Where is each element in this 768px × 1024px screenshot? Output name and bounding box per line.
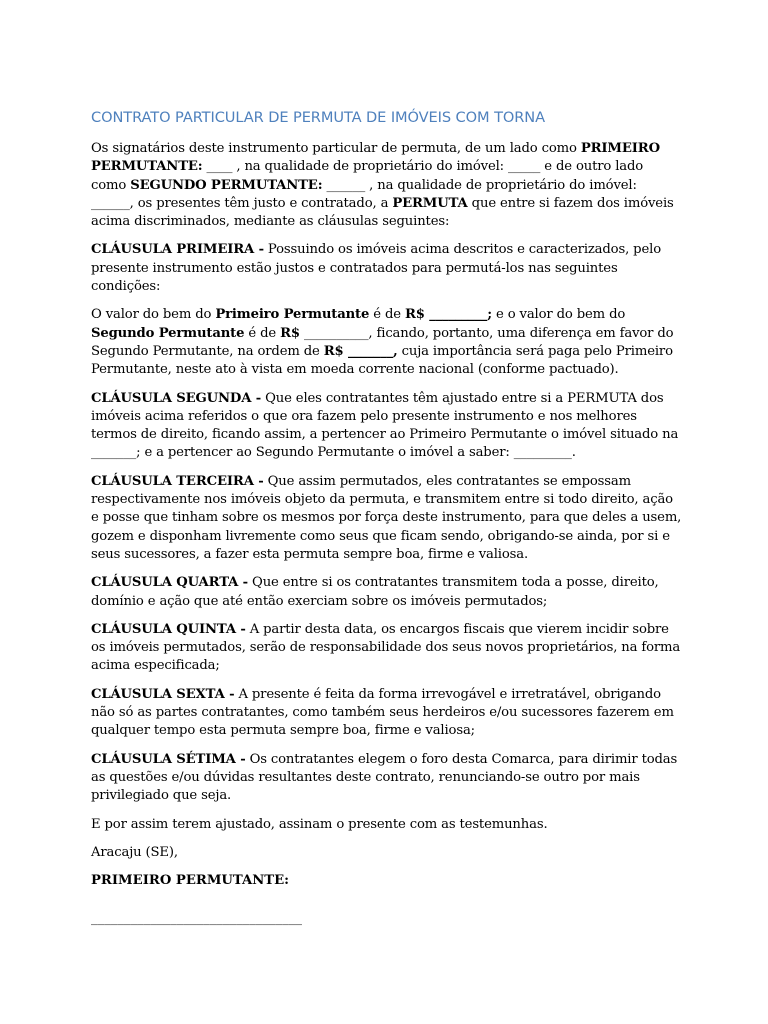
signature-line: ________________________________	[91, 911, 302, 927]
second-party-label: SEGUNDO PERMUTANTE:	[130, 177, 323, 193]
first-party-label: PRIMEIRO PERMUTANTE:	[91, 141, 660, 175]
intro-text-3: ______ , na qualidade de proprietário do imóvel: ______, os presentes têm justo e contratado, a	[91, 177, 637, 211]
clause-second-heading: CLÁUSULA SEGUNDA -	[91, 390, 262, 406]
intro-paragraph	[91, 140, 682, 231]
values-bold-2: R$ _________;	[404, 307, 492, 323]
intro-text-4: que entre si fazem dos imóveis acima discriminados, mediante as cláusulas seguintes:	[91, 195, 674, 230]
clause-first-heading: CLÁUSULA PRIMEIRA -	[91, 242, 264, 258]
clause-third-heading: CLÁUSULA TERCEIRA -	[91, 473, 264, 489]
clause-third	[91, 473, 682, 564]
values-text-2: é de	[369, 307, 405, 323]
clause-seventh-heading: CLÁUSULA SÉTIMA -	[91, 751, 246, 767]
clause-second	[91, 390, 682, 463]
values-text-1: O valor do bem do	[91, 307, 216, 323]
signature-label: PRIMEIRO PERMUTANTE:	[91, 873, 290, 889]
clause-fifth	[91, 621, 682, 676]
clause-third-text: Que assim permutados, eles contratantes se empossam respectivamente nos imóveis objeto da permuta, e transmitem entre si todo direito, ação e posse que tinham sobre os mesmos por força deste instrumento, para que deles a usem, gozem e disponham livremente como seus que ficam sendo, obrigando-se ainda, por si e seus sucessores, a fazer esta permuta sempre boa, firme e valiosa.	[91, 473, 682, 562]
clause-fourth-heading: CLÁUSULA QUARTA -	[91, 575, 248, 591]
document-title: CONTRATO PARTICULAR DE PERMUTA DE IMÓVEIS COM TORNA	[91, 109, 546, 126]
clause-sixth	[91, 686, 682, 741]
place-date: Aracaju (SE),	[91, 844, 178, 860]
clause-first	[91, 241, 682, 296]
clause-second-text: Que eles contratantes têm ajustado entre si a PERMUTA dos imóveis acima referidos o que ora fazem pelo presente instrumento e nos melhores termos de direito, ficando assim, a pertencer ao Primeiro Permutante o imóvel situado na _______; e a pertencer ao Segundo Permutante o imóvel a saber: _________.	[91, 390, 679, 461]
closing-statement: E por assim terem ajustado, assinam o presente com as testemunhas.	[91, 816, 548, 832]
values-paragraph	[91, 306, 682, 379]
permuta-term: PERMUTA	[392, 195, 468, 211]
intro-text-2: ____ , na qualidade de proprietário do imóvel: _____ e de outro lado como	[91, 159, 644, 193]
clause-seventh	[91, 751, 682, 806]
clause-sixth-text: A presente é feita da forma irrevogável e irretratável, obrigando não só as partes contratantes, como também seus herdeiros e/ou sucessores fazerem em qualquer tempo esta permuta sempre boa, firme e valiosa;	[91, 686, 674, 739]
values-bold-3: Segundo Permutante	[91, 325, 245, 341]
clause-fifth-heading: CLÁUSULA QUINTA -	[91, 621, 246, 637]
clause-first-text: Possuindo os imóveis acima descritos e caracterizados, pelo presente instrumento estão justos e contratados para permutá-los nas seguintes condições:	[91, 242, 661, 295]
values-text-5: __________, ficando, portanto, uma diferença em favor do Segundo Permutante, na ordem de	[91, 325, 674, 359]
values-bold-4: R$	[280, 325, 300, 341]
clause-seventh-text: Os contratantes elegem o foro desta Comarca, para dirimir todas as questões e/ou dúvidas resultantes deste contrato, renunciando-se outro por mais privilegiado que seja.	[91, 751, 678, 804]
values-text-3: e o valor do bem do	[491, 307, 626, 323]
values-text-6: cuja importância será paga pelo Primeiro Permutante, neste ato à vista em moeda corrente nacional (conforme pactuado).	[91, 343, 673, 378]
values-bold-1: Primeiro Permutante	[215, 307, 370, 323]
clause-sixth-heading: CLÁUSULA SEXTA -	[91, 686, 235, 702]
clause-fourth	[91, 574, 682, 611]
intro-text-1: Os signatários deste instrumento particular de permuta, de um lado como	[91, 141, 581, 156]
clause-fifth-text: A partir desta data, os encargos fiscais que vierem incidir sobre os imóveis permutados, serão de responsabilidade dos seus novos proprietários, na forma acima especificada;	[91, 621, 681, 674]
values-text-4: é de	[244, 325, 281, 341]
values-bold-5: R$ _______,	[323, 343, 398, 359]
clause-fourth-text: Que entre si os contratantes transmitem toda a posse, direito, domínio e ação que até então exerciam sobre os imóveis permutados;	[91, 575, 659, 609]
